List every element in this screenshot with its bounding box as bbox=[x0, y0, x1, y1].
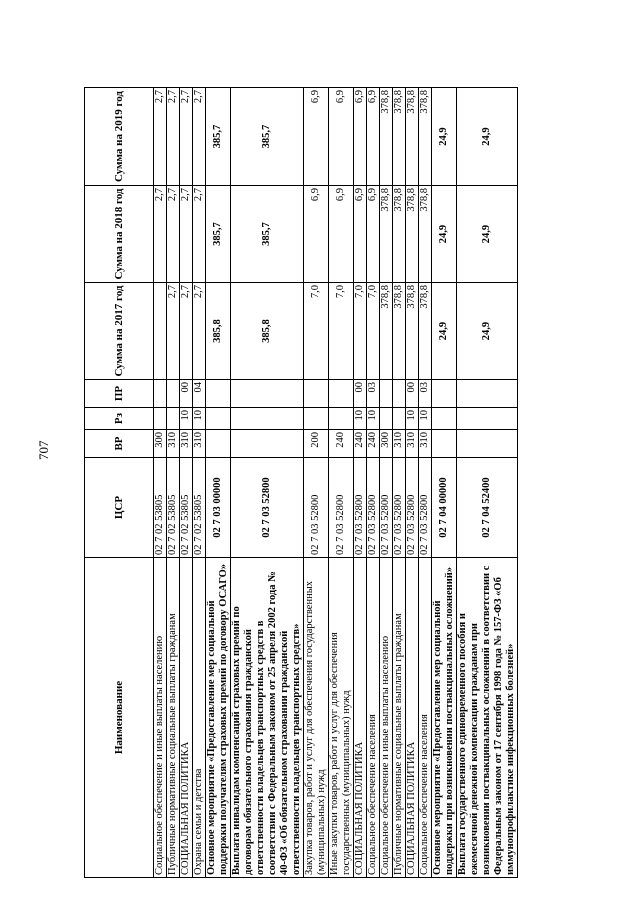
table-row bbox=[432, 88, 457, 878]
row-vr: 300 bbox=[380, 430, 393, 458]
row-sum-2017: 2,7 bbox=[167, 283, 180, 380]
row-vr bbox=[457, 430, 518, 458]
row-sum-2019: 6,9 bbox=[329, 88, 354, 186]
row-rz bbox=[432, 408, 457, 430]
row-sum-2019: 2,7 bbox=[193, 88, 206, 186]
row-sum-2017: 7,0 bbox=[354, 283, 367, 380]
row-vr: 310 bbox=[393, 430, 406, 458]
table-row bbox=[193, 88, 206, 878]
row-sum-2018: 6,9 bbox=[367, 186, 380, 283]
row-csr: 02 7 03 52800 bbox=[380, 458, 393, 558]
row-vr bbox=[231, 430, 304, 458]
row-sum-2019: 2,7 bbox=[180, 88, 193, 186]
header-rz: Рз bbox=[85, 408, 154, 430]
header-sum-2019: Сумма на 2019 год bbox=[85, 88, 154, 186]
row-vr bbox=[206, 430, 231, 458]
table-row bbox=[419, 88, 432, 878]
row-pr: 00 bbox=[180, 380, 193, 408]
table-row bbox=[457, 88, 518, 878]
row-sum-2019: 2,7 bbox=[154, 88, 167, 186]
row-csr: 02 7 04 52400 bbox=[457, 458, 518, 558]
row-name: Социальное обеспечение населения bbox=[367, 558, 380, 878]
row-name: Основное мероприятие «Предоставление мер социальной поддержки получателям страховых премий по договору ОСАГО» bbox=[206, 558, 231, 878]
row-csr: 02 7 03 52800 bbox=[329, 458, 354, 558]
row-name: Публичные нормативные социальные выплаты гражданам bbox=[393, 558, 406, 878]
header-vr: ВР bbox=[85, 430, 154, 458]
row-csr: 02 7 02 53805 bbox=[193, 458, 206, 558]
row-rz bbox=[154, 408, 167, 430]
row-pr bbox=[329, 380, 354, 408]
row-pr bbox=[304, 380, 329, 408]
row-name: Публичные нормативные социальные выплаты гражданам bbox=[167, 558, 180, 878]
row-sum-2017: 24,9 bbox=[457, 283, 518, 380]
row-rz bbox=[304, 408, 329, 430]
row-name: Основное мероприятие «Предоставление мер социальной поддержки при возникновении поствакцинальных осложнений» bbox=[432, 558, 457, 878]
table-row bbox=[304, 88, 329, 878]
row-vr: 240 bbox=[354, 430, 367, 458]
table-row bbox=[380, 88, 393, 878]
table-row bbox=[154, 88, 167, 878]
row-sum-2019: 378,8 bbox=[419, 88, 432, 186]
row-sum-2017: 2,7 bbox=[193, 283, 206, 380]
row-rz bbox=[380, 408, 393, 430]
row-rz bbox=[393, 408, 406, 430]
row-rz bbox=[231, 408, 304, 430]
row-csr: 02 7 04 00000 bbox=[432, 458, 457, 558]
row-vr: 310 bbox=[406, 430, 419, 458]
row-sum-2018: 6,9 bbox=[354, 186, 367, 283]
row-rz bbox=[329, 408, 354, 430]
row-csr: 02 7 02 53805 bbox=[180, 458, 193, 558]
row-vr: 240 bbox=[329, 430, 354, 458]
table-row bbox=[393, 88, 406, 878]
row-vr: 200 bbox=[304, 430, 329, 458]
row-sum-2017: 7,0 bbox=[304, 283, 329, 380]
row-csr: 02 7 02 53805 bbox=[154, 458, 167, 558]
row-sum-2019: 378,8 bbox=[393, 88, 406, 186]
row-rz bbox=[167, 408, 180, 430]
header-csr: ЦСР bbox=[85, 458, 154, 558]
row-sum-2017: 385,8 bbox=[231, 283, 304, 380]
table-row bbox=[167, 88, 180, 878]
row-sum-2018: 24,9 bbox=[432, 186, 457, 283]
row-sum-2017: 378,8 bbox=[419, 283, 432, 380]
row-pr bbox=[167, 380, 180, 408]
row-csr: 02 7 02 53805 bbox=[167, 458, 180, 558]
row-csr: 02 7 03 52800 bbox=[354, 458, 367, 558]
row-sum-2018: 2,7 bbox=[154, 186, 167, 283]
row-sum-2018: 24,9 bbox=[457, 186, 518, 283]
row-name: Иные закупки товаров, работ и услуг для обеспечения государственных (муниципальных) нужд bbox=[329, 558, 354, 878]
row-vr bbox=[432, 430, 457, 458]
row-sum-2018: 378,8 bbox=[380, 186, 393, 283]
row-pr: 00 bbox=[406, 380, 419, 408]
row-sum-2018: 378,8 bbox=[406, 186, 419, 283]
row-name: Социальное обеспечение населения bbox=[419, 558, 432, 878]
row-rz bbox=[457, 408, 518, 430]
row-sum-2019: 24,9 bbox=[457, 88, 518, 186]
row-pr bbox=[457, 380, 518, 408]
row-sum-2017: 378,8 bbox=[406, 283, 419, 380]
row-name: СОЦИАЛЬНАЯ ПОЛИТИКА bbox=[406, 558, 419, 878]
row-sum-2019: 6,9 bbox=[354, 88, 367, 186]
row-sum-2019: 385,7 bbox=[206, 88, 231, 186]
budget-table bbox=[84, 87, 518, 878]
header-row bbox=[85, 88, 154, 878]
row-vr: 310 bbox=[419, 430, 432, 458]
row-vr: 240 bbox=[367, 430, 380, 458]
row-vr: 310 bbox=[180, 430, 193, 458]
row-sum-2019: 24,9 bbox=[432, 88, 457, 186]
row-name: Охрана семьи и детства bbox=[193, 558, 206, 878]
row-sum-2018: 6,9 bbox=[329, 186, 354, 283]
row-csr: 02 7 03 52800 bbox=[367, 458, 380, 558]
row-rz: 10 bbox=[367, 408, 380, 430]
row-sum-2017: 2,7 bbox=[180, 283, 193, 380]
row-sum-2018: 378,8 bbox=[419, 186, 432, 283]
row-pr bbox=[432, 380, 457, 408]
row-rz: 10 bbox=[193, 408, 206, 430]
row-pr bbox=[380, 380, 393, 408]
table-row bbox=[206, 88, 231, 878]
row-rz: 10 bbox=[354, 408, 367, 430]
row-sum-2017 bbox=[154, 283, 167, 380]
row-csr: 02 7 03 52800 bbox=[419, 458, 432, 558]
header-sum-2017: Сумма на 2017 год bbox=[85, 283, 154, 380]
rotated-page bbox=[84, 88, 584, 878]
row-name: Выплата государственного единовременного пособия и ежемесячной денежной компенсации гражданам при возникновении поствакцинальных осложнений в соответствии с Федеральным законом от 17 сентября 1998 года № 157-ФЗ «Об иммунопрофилактике инфекционных болезней» bbox=[457, 558, 518, 878]
row-csr: 02 7 03 52800 bbox=[406, 458, 419, 558]
row-name: СОЦИАЛЬНАЯ ПОЛИТИКА bbox=[354, 558, 367, 878]
table-body bbox=[154, 88, 518, 878]
row-sum-2017: 7,0 bbox=[367, 283, 380, 380]
table-row bbox=[354, 88, 367, 878]
row-vr: 310 bbox=[167, 430, 180, 458]
row-pr: 00 bbox=[354, 380, 367, 408]
row-vr: 310 bbox=[193, 430, 206, 458]
row-sum-2018: 385,7 bbox=[231, 186, 304, 283]
row-pr: 03 bbox=[367, 380, 380, 408]
row-sum-2017: 378,8 bbox=[393, 283, 406, 380]
page-number: 707 bbox=[36, 440, 51, 460]
row-rz bbox=[206, 408, 231, 430]
row-sum-2018: 2,7 bbox=[167, 186, 180, 283]
table-row bbox=[231, 88, 304, 878]
row-pr: 04 bbox=[193, 380, 206, 408]
row-sum-2018: 378,8 bbox=[393, 186, 406, 283]
header-name: Наименование bbox=[85, 558, 154, 878]
row-csr: 02 7 03 52800 bbox=[231, 458, 304, 558]
row-sum-2018: 2,7 bbox=[193, 186, 206, 283]
row-sum-2019: 6,9 bbox=[304, 88, 329, 186]
row-pr bbox=[206, 380, 231, 408]
header-sum-2018: Сумма на 2018 год bbox=[85, 186, 154, 283]
row-pr bbox=[231, 380, 304, 408]
row-sum-2019: 2,7 bbox=[167, 88, 180, 186]
row-name: СОЦИАЛЬНАЯ ПОЛИТИКА bbox=[180, 558, 193, 878]
row-sum-2018: 385,7 bbox=[206, 186, 231, 283]
row-rz: 10 bbox=[419, 408, 432, 430]
header-pr: ПР bbox=[85, 380, 154, 408]
row-pr bbox=[393, 380, 406, 408]
row-sum-2018: 6,9 bbox=[304, 186, 329, 283]
table-row bbox=[329, 88, 354, 878]
row-sum-2017: 378,8 bbox=[380, 283, 393, 380]
row-sum-2017: 7,0 bbox=[329, 283, 354, 380]
table-row bbox=[406, 88, 419, 878]
row-sum-2019: 6,9 bbox=[367, 88, 380, 186]
row-rz: 10 bbox=[180, 408, 193, 430]
row-sum-2017: 24,9 bbox=[432, 283, 457, 380]
row-name: Выплата инвалидам компенсаций страховых премий по договорам обязательного страхования гражданской ответственности владельцев транспортных средств в соответствии с Федеральным законом от 25 апреля 2002 года № 40-ФЗ «Об обязательном страховании гражданской ответственности владельцев транспортных средств» bbox=[231, 558, 304, 878]
row-sum-2018: 2,7 bbox=[180, 186, 193, 283]
row-vr: 300 bbox=[154, 430, 167, 458]
table-row bbox=[180, 88, 193, 878]
row-name: Закупка товаров, работ и услуг для обеспечения государственных (муниципальных) нужд bbox=[304, 558, 329, 878]
row-sum-2017: 385,8 bbox=[206, 283, 231, 380]
row-pr: 03 bbox=[419, 380, 432, 408]
row-name: Социальное обеспечение и иные выплаты населению bbox=[380, 558, 393, 878]
row-rz: 10 bbox=[406, 408, 419, 430]
row-csr: 02 7 03 52800 bbox=[304, 458, 329, 558]
row-sum-2019: 378,8 bbox=[380, 88, 393, 186]
row-sum-2019: 385,7 bbox=[231, 88, 304, 186]
table-row bbox=[367, 88, 380, 878]
row-name: Социальное обеспечение и иные выплаты населению bbox=[154, 558, 167, 878]
row-sum-2019: 378,8 bbox=[406, 88, 419, 186]
row-csr: 02 7 03 00000 bbox=[206, 458, 231, 558]
row-csr: 02 7 03 52800 bbox=[393, 458, 406, 558]
row-pr bbox=[154, 380, 167, 408]
